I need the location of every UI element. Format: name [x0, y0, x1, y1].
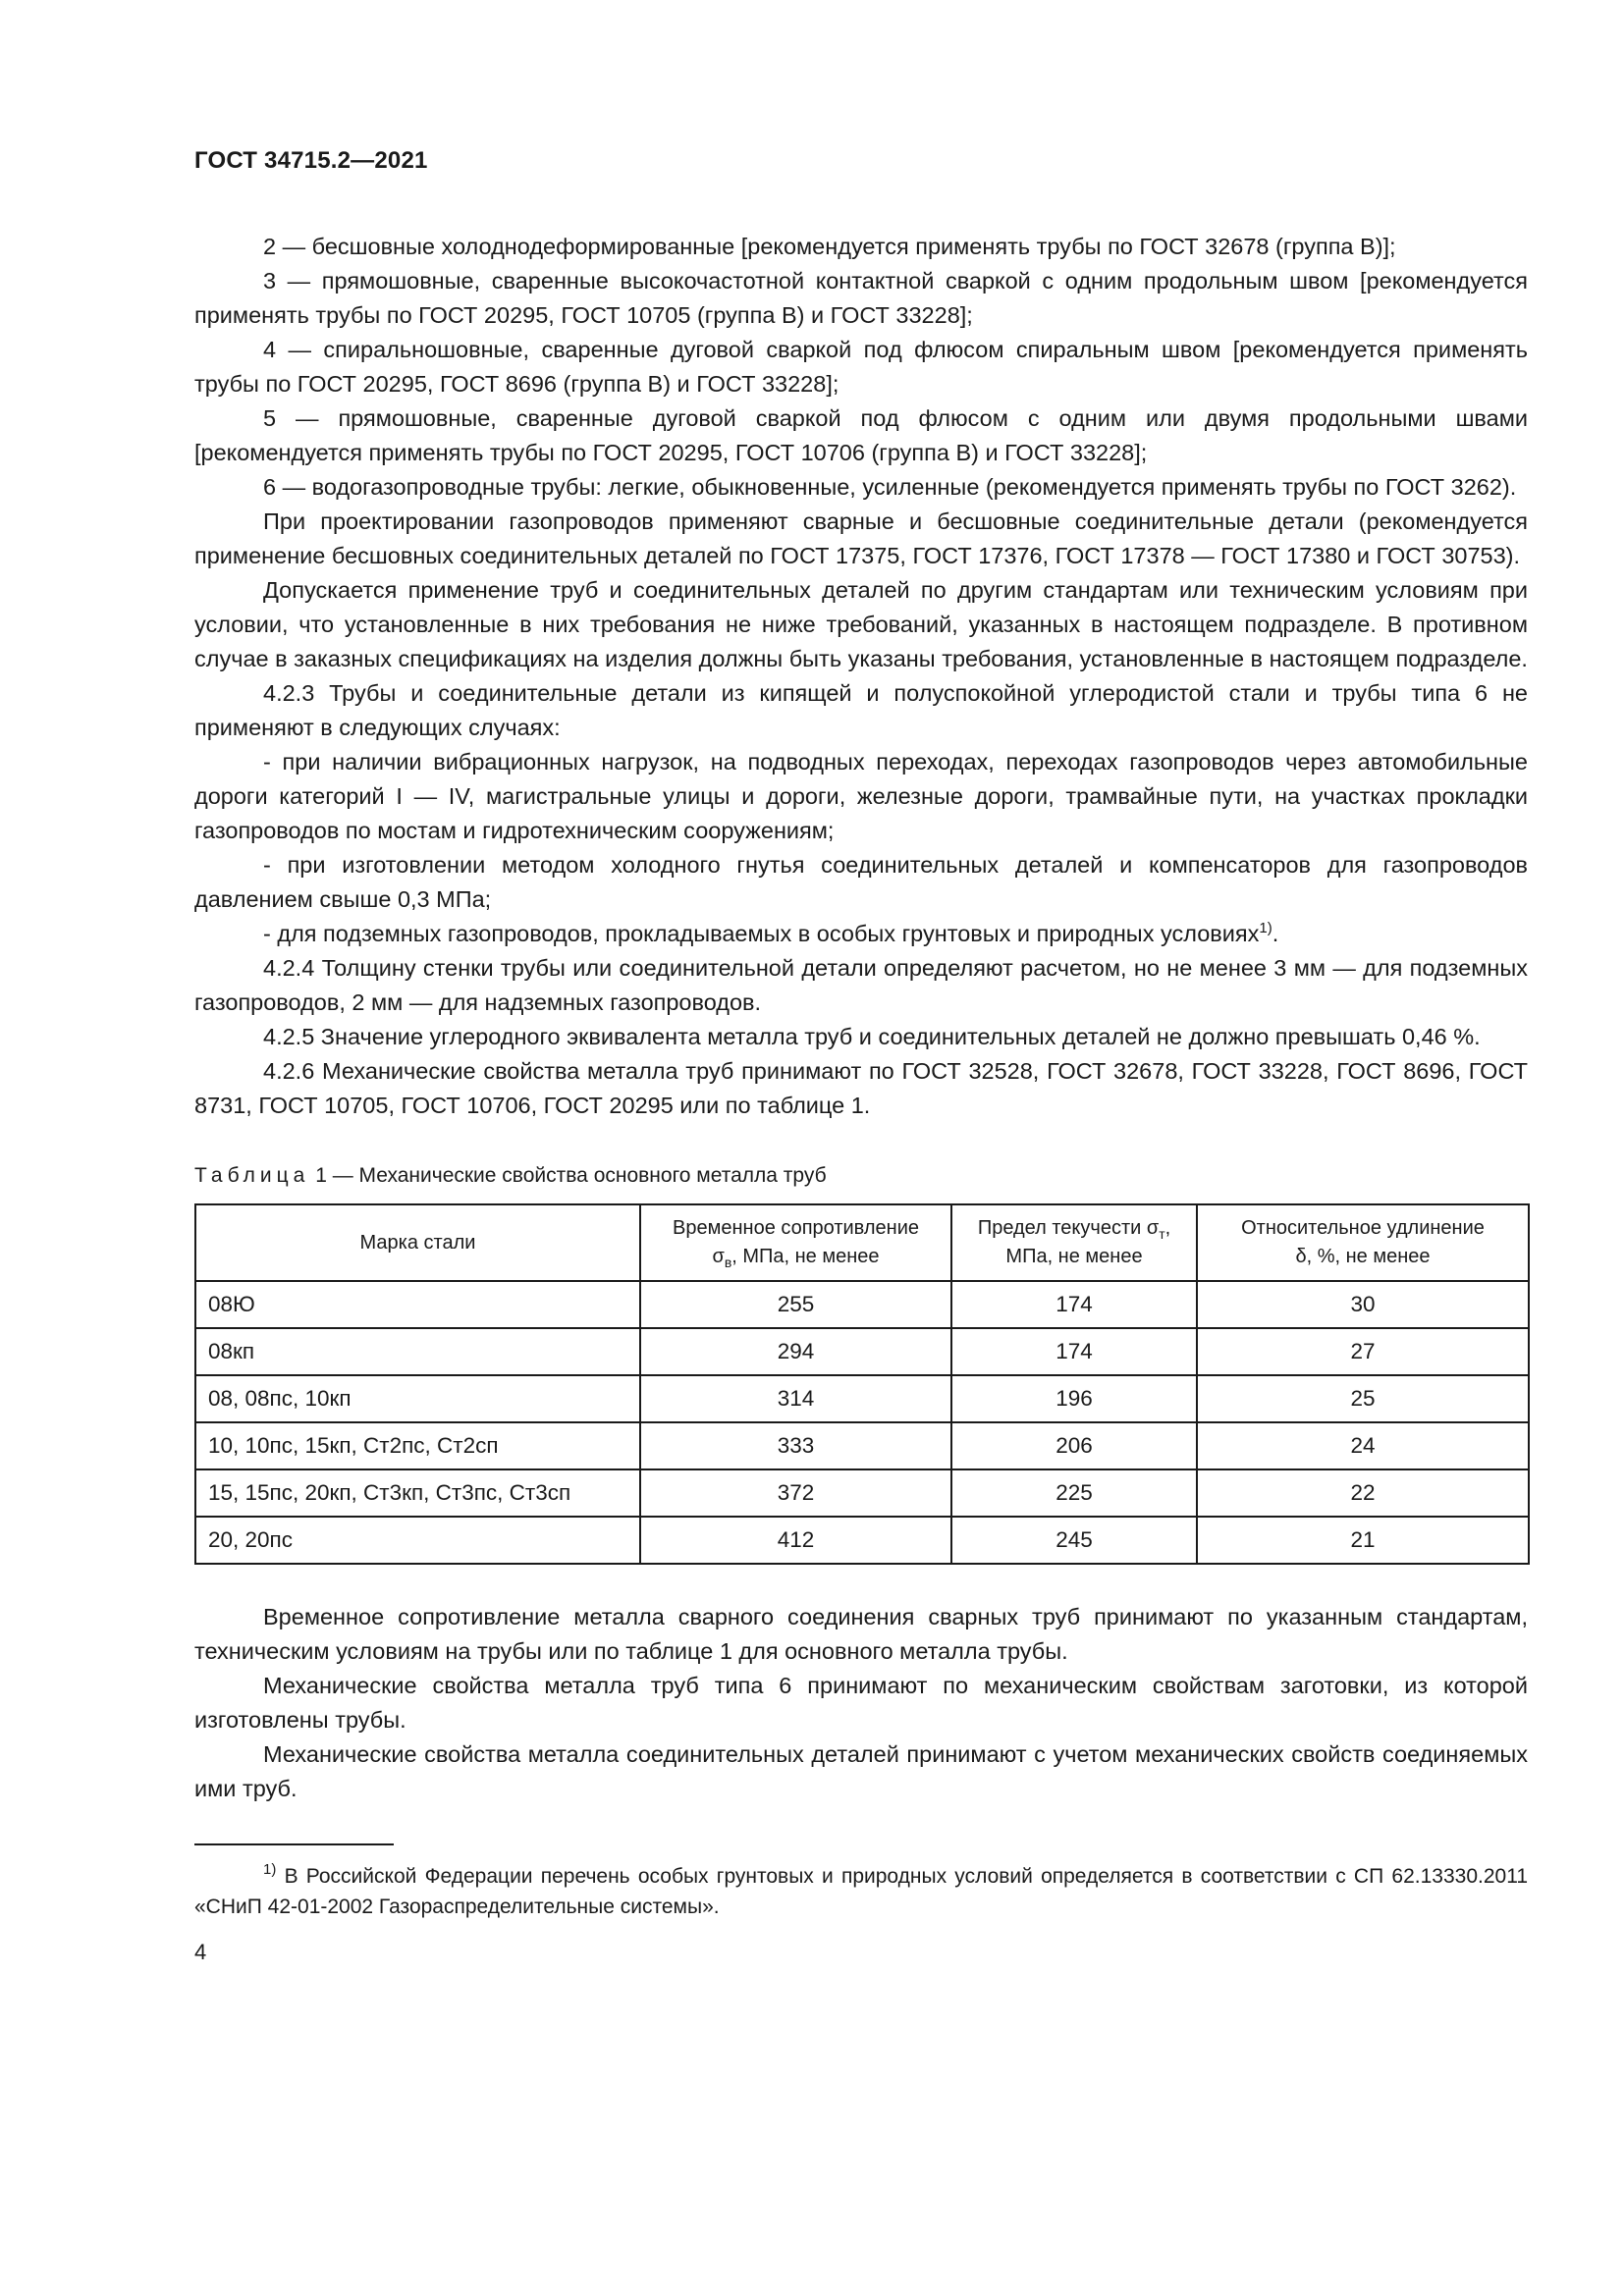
- paragraph: Допускается применение труб и соединительных деталей по другим стандартам или техническим условиям при условии, что установленные в них требования не ниже требований, указанных в настоящем подразделе. В противном случае в заказных спецификациях на изделия должны быть указаны требования, установленные в настоящем подразделе.: [194, 577, 1528, 671]
- paragraph-tail: .: [1272, 921, 1279, 946]
- paragraph: - при изготовлении методом холодного гнутья соединительных деталей и компенсаторов для газопроводов давлением свыше 0,3 МПа;: [194, 852, 1528, 912]
- cell-tensile: 372: [640, 1469, 951, 1517]
- paragraph: 5 — прямошовные, сваренные дуговой сваркой под флюсом с одним или двумя продольными швами [рекомендуется применять трубы по ГОСТ 20295, ГОСТ 10706 (группа В) и ГОСТ 33228];: [194, 405, 1528, 465]
- cell-tensile: 412: [640, 1517, 951, 1564]
- cell-tensile: 255: [640, 1281, 951, 1328]
- cell-yield: 196: [951, 1375, 1197, 1422]
- cell-elongation: 25: [1197, 1375, 1529, 1422]
- table-caption-text: 1 — Механические свойства основного металла труб: [315, 1164, 827, 1187]
- cell-elongation: 24: [1197, 1422, 1529, 1469]
- header-elongation: Относительное удлинение δ, %, не менее: [1197, 1204, 1529, 1281]
- paragraph: 3 — прямошовные, сваренные высокочастотной контактной сваркой с одним продольным швом [рекомендуется применять трубы по ГОСТ 20295, ГОСТ 10705 (группа В) и ГОСТ 33228];: [194, 268, 1528, 328]
- cell-yield: 245: [951, 1517, 1197, 1564]
- cell-elongation: 30: [1197, 1281, 1529, 1328]
- body-text: [194, 230, 1528, 1123]
- cell-tensile: 314: [640, 1375, 951, 1422]
- paragraph: 4 — спиральношовные, сваренные дуговой сваркой под флюсом спиральным швом [рекомендуется применять трубы по ГОСТ 20295, ГОСТ 8696 (группа В) и ГОСТ 33228];: [194, 337, 1528, 397]
- header-tensile-strength: Временное сопротивление $\sigma_в$, МПа, не менее: [640, 1204, 951, 1281]
- table-row: [195, 1281, 1529, 1328]
- cell-grade: 08Ю: [195, 1281, 640, 1328]
- cell-grade: 15, 15пс, 20кп, Ст3кп, Ст3пс, Ст3сп: [195, 1469, 640, 1517]
- cell-tensile: 294: [640, 1328, 951, 1375]
- paragraph: 4.2.4 Толщину стенки трубы или соединительной детали определяют расчетом, но не менее 3 мм — для подземных газопроводов, 2 мм — для надземных газопроводов.: [194, 955, 1528, 1015]
- paragraph: Временное сопротивление металла сварного соединения сварных труб принимают по указанным стандартам, техническим условиям на трубы или по таблице 1 для основного металла трубы.: [194, 1604, 1528, 1664]
- cell-yield: 225: [951, 1469, 1197, 1517]
- properties-table: [194, 1203, 1530, 1565]
- page-number: 4: [194, 1940, 207, 1964]
- cell-yield: 206: [951, 1422, 1197, 1469]
- paragraph: 4.2.3 Трубы и соединительные детали из кипящей и полуспокойной углеродистой стали и трубы типа 6 не применяют в следующих случаях:: [194, 680, 1528, 740]
- paragraph: Механические свойства металла соединительных деталей принимают с учетом механических свойств соединяемых ими труб.: [194, 1741, 1528, 1801]
- table-row: [195, 1375, 1529, 1422]
- paragraph: 4.2.5 Значение углеродного эквивалента металла труб и соединительных деталей не должно превышать 0,46 %.: [263, 1024, 1481, 1049]
- table-header-row: [195, 1204, 1529, 1281]
- cell-grade: 08кп: [195, 1328, 640, 1375]
- paragraph: 2 — бесшовные холоднодеформированные [рекомендуется применять трубы по ГОСТ 32678 (группа В)];: [263, 234, 1396, 259]
- footnote-text: В Российской Федерации перечень особых грунтовых и природных условий определяется в соответствии с СП 62.13330.2011 «СНиП 42-01-2002 Газораспределительные системы».: [194, 1865, 1528, 1918]
- footnote: [194, 1861, 1528, 1922]
- table-row: [195, 1517, 1529, 1564]
- footnote-ref[interactable]: 1): [1259, 920, 1272, 936]
- footnote-marker: 1): [263, 1861, 277, 1878]
- body-text-after-table: [194, 1600, 1528, 1806]
- paragraph-text: - для подземных газопроводов, прокладываемых в особых грунтовых и природных условиях: [263, 921, 1260, 946]
- cell-grade: 20, 20пс: [195, 1517, 640, 1564]
- cell-tensile: 333: [640, 1422, 951, 1469]
- header-steel-grade: Марка стали: [195, 1204, 640, 1281]
- table-row: [195, 1422, 1529, 1469]
- cell-yield: 174: [951, 1328, 1197, 1375]
- cell-elongation: 27: [1197, 1328, 1529, 1375]
- table-row: [195, 1328, 1529, 1375]
- paragraph: 6 — водогазопроводные трубы: легкие, обыкновенные, усиленные (рекомендуется применять трубы по ГОСТ 3262).: [263, 474, 1517, 500]
- table-row: [195, 1469, 1529, 1517]
- cell-yield: 174: [951, 1281, 1197, 1328]
- cell-elongation: 21: [1197, 1517, 1529, 1564]
- document-page: [194, 147, 1528, 1965]
- paragraph: Механические свойства металла труб типа 6 принимают по механическим свойствам заготовки, из которой изготовлены трубы.: [194, 1673, 1528, 1733]
- table-caption-label: Таблица: [194, 1164, 310, 1187]
- cell-grade: 10, 10пс, 15кп, Ст2пс, Ст2сп: [195, 1422, 640, 1469]
- cell-elongation: 22: [1197, 1469, 1529, 1517]
- paragraph: 4.2.6 Механические свойства металла труб принимают по ГОСТ 32528, ГОСТ 32678, ГОСТ 33228, ГОСТ 8696, ГОСТ 8731, ГОСТ 10705, ГОСТ 10706, ГОСТ 20295 или по таблице 1.: [194, 1058, 1528, 1118]
- footnote-divider: [194, 1843, 394, 1845]
- paragraph-with-footnote: [194, 917, 1528, 951]
- document-header: ГОСТ 34715.2—2021: [194, 147, 428, 174]
- paragraph: - при наличии вибрационных нагрузок, на подводных переходах, переходах газопроводов через автомобильные дороги категорий I — IV, магистральные улицы и дороги, железные дороги, трамвайные пути, на участках прокладки газопроводов по мостам и гидротехническим сооружениям;: [194, 749, 1528, 843]
- table-caption: [194, 1164, 1528, 1188]
- cell-grade: 08, 08пс, 10кп: [195, 1375, 640, 1422]
- paragraph: При проектировании газопроводов применяют сварные и бесшовные соединительные детали (рекомендуется применение бесшовных соединительных деталей по ГОСТ 17375, ГОСТ 17376, ГОСТ 17378 — ГОСТ 17380 и ГОСТ 30753).: [194, 508, 1528, 568]
- header-yield-strength: Предел текучести $\sigma_т$, МПа, не менее: [951, 1204, 1197, 1281]
